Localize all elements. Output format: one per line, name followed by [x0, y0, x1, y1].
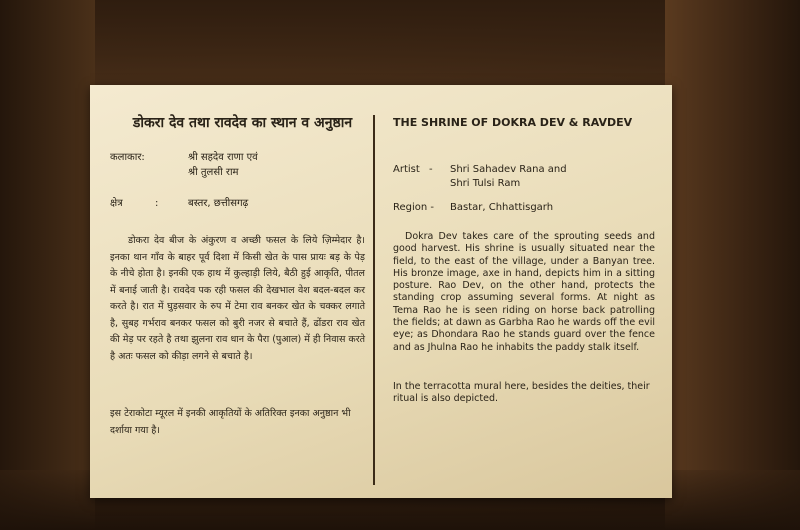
- hindi-artist-line1: श्री सहदेव राणा एवं: [188, 152, 258, 163]
- wall-right: [665, 0, 800, 530]
- english-artist-label: Artist: [393, 164, 420, 175]
- hindi-artist-row: [110, 151, 365, 181]
- english-artist-row: [393, 163, 655, 193]
- hindi-artist-label: कलाकार:: [110, 152, 145, 163]
- english-region-label: Region -: [393, 202, 435, 213]
- hindi-region-separator: :: [155, 198, 159, 209]
- english-artist-line2: Shri Tulsi Ram: [450, 178, 521, 189]
- wall-left: [0, 0, 95, 530]
- hindi-footer-text: इस टेराकोटा म्यूरल में इनकी आकृतियों के अतिरिक्त इनका अनुष्ठान भी दर्शाया गया है।: [110, 408, 351, 436]
- hindi-title: डोकरा देव तथा रावदेव का स्थान व अनुष्ठान: [132, 115, 353, 131]
- column-divider: [373, 115, 375, 485]
- information-plaque: [90, 85, 672, 498]
- hindi-artist-line2: श्री तुलसी राम: [188, 167, 239, 178]
- hindi-region-value: बस्तर, छत्तीसगढ़: [188, 198, 249, 209]
- english-artist-line1: Shri Sahadev Rana and: [450, 164, 567, 175]
- english-region-value: Bastar, Chhattisgarh: [450, 202, 554, 213]
- english-region-row: [393, 201, 655, 217]
- english-body-text: Dokra Dev takes care of the sprouting seeds and good harvest. His shrine is usually situated near the field, to the east of the village, under a Banyan tree. His bronze image, axe in hand, depicts him in a sitting posture. Rao Dev, on the other hand, protects the standing crop assuming several forms. At night as Tema Rao he is seen riding on horse back patrolling the fields; at dawn as Garbha Rao he wards off the evil eye; as Dhondara Rao he stands guard over the fence and as Jhulna Rao he inhabits the paddy stalk itself.: [393, 231, 655, 353]
- hindi-body-text: डोकरा देव बीज के अंकुरण व अच्छी फसल के लिये ज़िम्मेदार है। इनका थान गाँव के बाहर पूर्व दिशा में किसी खेत के पास प्रायः बड़ के पेड़ के नीचे होता है। इनकी एक हाथ में कुल्हाड़ी लिये, बैठी हुई आकृति, पीतल में बनाई जाती है। रावदेव पक रही फसल की देखभाल वेश बदल-बदल कर करते है। रात में घुड़सवार के रुप में टेमा राव बनकर खेत के चक्कर लगाते है, सुबह गर्भराव बनकर फसल को बुरी नजर से बचाते हैं, ढोंडरा राव खेत की मेड़ पर रहते है तथा झुलना राव धान के पैरा (पुआल) में ही निवास करते है अतः फसल को कीड़ा लगने से बचाते है।: [110, 235, 365, 362]
- hindi-region-label: क्षेत्र: [110, 198, 123, 209]
- hindi-region-row: [110, 197, 365, 213]
- english-footer-text: In the terracotta mural here, besides the deities, their ritual is also depicted.: [393, 381, 650, 405]
- english-artist-separator: -: [429, 164, 433, 175]
- english-title: THE SHRINE OF DOKRA DEV & RAVDEV: [393, 116, 633, 129]
